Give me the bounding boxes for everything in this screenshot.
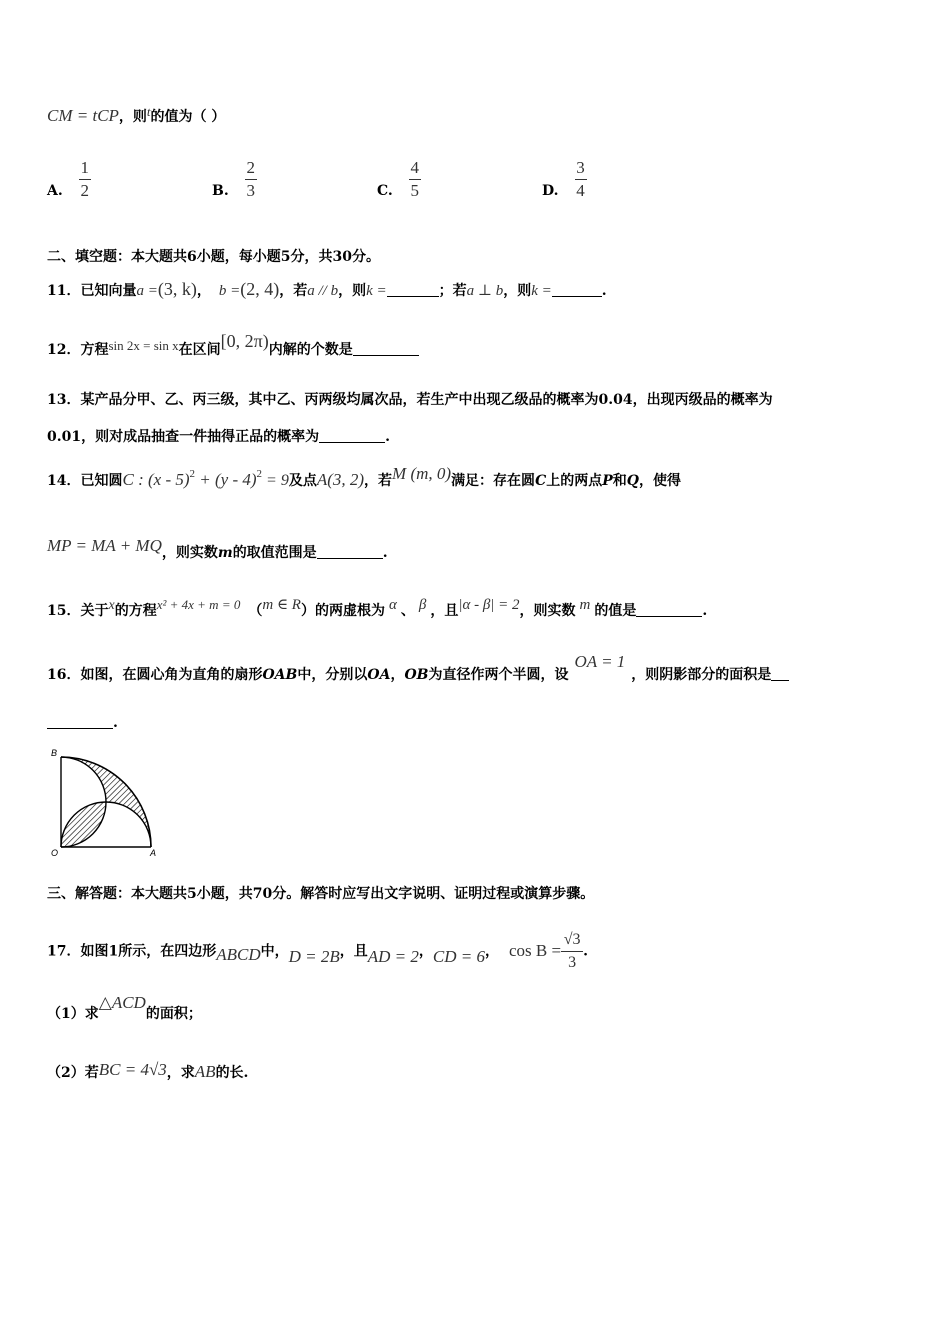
q13-line-1: 13．某产品分甲、乙、丙三级，其中乙、丙两级均属次品，若生产中出现乙级品的概率为0.04，出现丙级品的概率为 (47, 392, 773, 408)
option-c-fraction: $\frac{4}{5}$ (410, 158, 420, 200)
q10-t: t (146, 104, 151, 119)
vector-equation: MP = MA + MQ (47, 536, 162, 555)
q11-blank-1[interactable] (387, 282, 439, 297)
label-o: O (51, 848, 59, 858)
option-b-fraction: $\frac{2}{3}$ (246, 158, 255, 200)
option-d[interactable]: D. $\frac{3}{4}$ (542, 158, 585, 200)
section-2-heading: 二、填空题：本大题共6小题，每小题5分，共30分。 (47, 249, 380, 265)
q17-part-1: （1）求△ACD的面积； (47, 993, 202, 1022)
q14-line-2: MP = MA + MQ，则实数m的取值范围是 . (47, 536, 388, 561)
q16-blank[interactable] (47, 714, 113, 729)
q14-blank[interactable] (317, 544, 383, 559)
q16-line-2: . (47, 714, 118, 731)
q13-line-2: 0.01，则对成品抽查一件抽得正品的概率为 . (47, 429, 390, 445)
vector-b: b = (218, 283, 241, 299)
section-3-heading: 三、解答题：本大题共5小题，共70分。解答时应写出文字说明、证明过程或演算步骤。 (47, 886, 595, 902)
q15: 15．关于x的方程x² + 4x + m = 0 （m ∈ R）的两虚根为 α 、 β ，且|α - β| = 2，则实数 m 的值是 . (47, 597, 708, 619)
q12-blank[interactable] (353, 341, 419, 356)
q10-expr: CM = tCP (47, 106, 119, 125)
option-c[interactable]: C. $\frac{4}{5}$ (377, 158, 420, 200)
q17-part-2: （2）若BC = 4√3，求AB的长. (47, 1060, 249, 1081)
q11: 11．已知向量a =(3, k)， b =(2, 4)，若a // b，则k = ；若a ⊥ b，则k = . (47, 279, 607, 299)
q15-blank[interactable] (636, 602, 702, 617)
label-b: B (51, 748, 58, 758)
q14-line-1: 14．已知圆C : (x - 5)$^2$ + (y - 4)$^2$ = 9及点A(3, 2)，若M (m, 0)满足：存在圆C上的两点P和Q，使得 (47, 464, 681, 489)
option-a[interactable]: A. $\frac{1}{2}$ (47, 158, 89, 200)
q10-tail: CM = tCP，则t的值为（ ） (47, 104, 226, 125)
q11-blank-2[interactable] (552, 282, 602, 297)
option-a-fraction: $\frac{1}{2}$ (80, 158, 89, 200)
option-b[interactable]: B. $\frac{2}{3}$ (212, 158, 255, 200)
sector-figure (48, 744, 164, 858)
cos-fraction: $\frac{√3}{3}$ (561, 930, 583, 973)
q17: 17．如图1所示，在四边形ABCD中，D = 2B，且AD = 2，CD = 6， cos B = $\frac{√3}{3}$ . (47, 931, 588, 971)
q12: 12．方程sin 2x = sin x在区间[0, 2π)内解的个数是 (47, 338, 419, 359)
option-d-fraction: $\frac{3}{4}$ (576, 158, 585, 200)
label-a: A (150, 848, 157, 858)
q16-line-1: 16．如图，在圆心角为直角的扇形OAB中，分别以OA，OB为直径作两个半圆，设OA = 1，则阴影部分的面积是 (47, 664, 789, 684)
q13-blank[interactable] (319, 428, 385, 443)
